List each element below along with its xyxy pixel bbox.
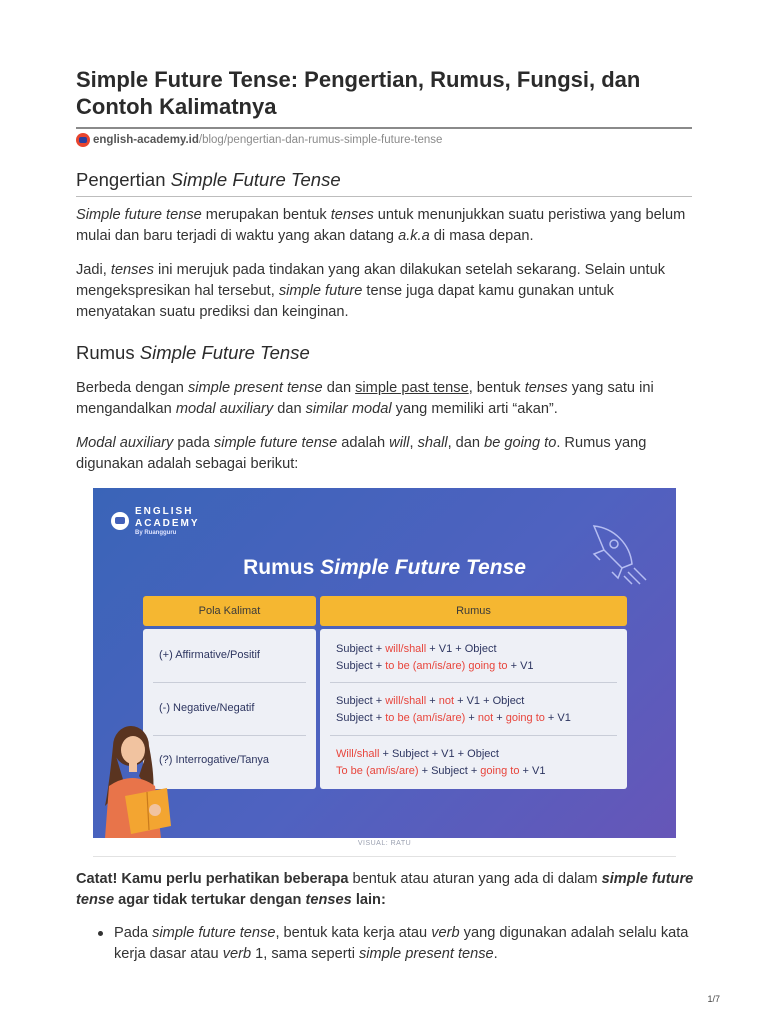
formula-segment: Subject + [336,643,386,655]
section-heading-rumus: Rumus Simple Future Tense [76,342,310,363]
column-header-pola: Pola Kalimat [143,596,316,626]
formula-segment: + V1 [519,765,546,777]
formula-segment: not [438,695,455,707]
rumus-column [320,629,627,789]
rules-list [98,923,698,965]
formula-segment: Will/shall [336,748,380,760]
column-header-rumus: Rumus [320,596,627,626]
formula-segment: + V1 [544,712,571,724]
url-domain[interactable]: english-academy.id [93,134,199,146]
formula-negative [336,693,571,727]
section-divider [76,196,692,197]
formula-segment: + [426,695,439,707]
formula-segment: + Subject + V1 + Object [379,748,499,760]
paragraph-pengertian-1: Simple future tense merupakan bentuk tenses untuk menunjukkan suatu peristiwa yang belum mulai dan baru terjadi di waktu yang akan datang a.k.a di masa depan. [76,207,686,244]
formula-interrogative [336,746,545,780]
formula-segment: + V1 [507,660,534,672]
page-number: 1/7 [707,994,720,1004]
formula-segment: going to [480,765,520,777]
formula-segment: will/shall [385,643,427,655]
formula-segment: Subject + [336,695,386,707]
formula-table [143,596,627,789]
infographic-title: Rumus Simple Future Tense [243,556,526,579]
note-paragraph: Catat! Kamu perlu perhatikan beberapa bentuk atau aturan yang ada di dalam simple future tense agar tidak tertukar dengan tenses lain: [76,871,694,908]
formula-segment: Subject + [336,712,386,724]
formula-segment: to be (am/is/are) going to [385,660,508,672]
url-path[interactable]: /blog/pengertian-dan-rumus-simple-future-tense [198,134,443,146]
caption-divider [93,856,676,857]
formula-affirmative [336,641,534,675]
formula-segment: + [493,712,506,724]
list-item: Pada simple future tense, bentuk kata kerja atau verb yang digunakan adalah selalu kata kerja dasar atau verb 1, sama seperti simple present tense. [98,923,698,965]
formula-segment: Subject + [336,660,386,672]
formula-segment: will/shall [385,695,427,707]
english-academy-favicon-icon [76,133,90,147]
row-label-negative: (-) Negative/Negatif [159,702,255,714]
title-divider [76,127,692,129]
page-title: Simple Future Tense: Pengertian, Rumus, Fungsi, dan Contoh Kalimatnya [76,67,641,119]
row-label-affirmative: (+) Affirmative/Positif [159,649,260,661]
formula-segment: To be (am/is/are) [336,765,419,777]
english-academy-logo: ENGLISH ACADEMY By Ruangguru [111,506,200,536]
simple-past-tense-link[interactable]: simple past tense [355,380,469,396]
source-url[interactable] [76,133,442,147]
rumus-infographic [93,488,676,838]
paragraph-rumus-2: Modal auxiliary pada simple future tense adalah will, shall, dan be going to. Rumus yang digunakan adalah sebagai berikut: [76,435,647,472]
formula-segment: not [477,712,494,724]
row-label-interrogative: (?) Interrogative/Tanya [159,754,270,766]
chat-bubble-logo-icon [111,512,129,530]
girl-reading-illustration [95,726,175,838]
paragraph-rumus-1: Berbeda dengan simple present tense dan simple past tense, bentuk tenses yang satu ini mengandalkan modal auxiliary dan similar modal yang memiliki arti “akan”. [76,380,654,417]
formula-segment: + Subject + [418,765,481,777]
section-heading-pengertian: Pengertian Simple Future Tense [76,169,341,190]
formula-segment: + V1 + Object [454,695,525,707]
formula-segment: + [465,712,478,724]
paragraph-pengertian-2: Jadi, tenses ini merujuk pada tindakan yang akan dilakukan setelah sekarang. Selain untuk mengekspresikan hal tersebut, simple future tense juga dapat kamu gunakan untuk menyatakan suatu prediksi dan keinginan. [76,262,666,320]
formula-segment: + V1 + Object [426,643,497,655]
visual-credit: VISUAL: RATU [357,840,412,847]
formula-segment: to be (am/is/are) [385,712,466,724]
formula-segment: going to [505,712,545,724]
